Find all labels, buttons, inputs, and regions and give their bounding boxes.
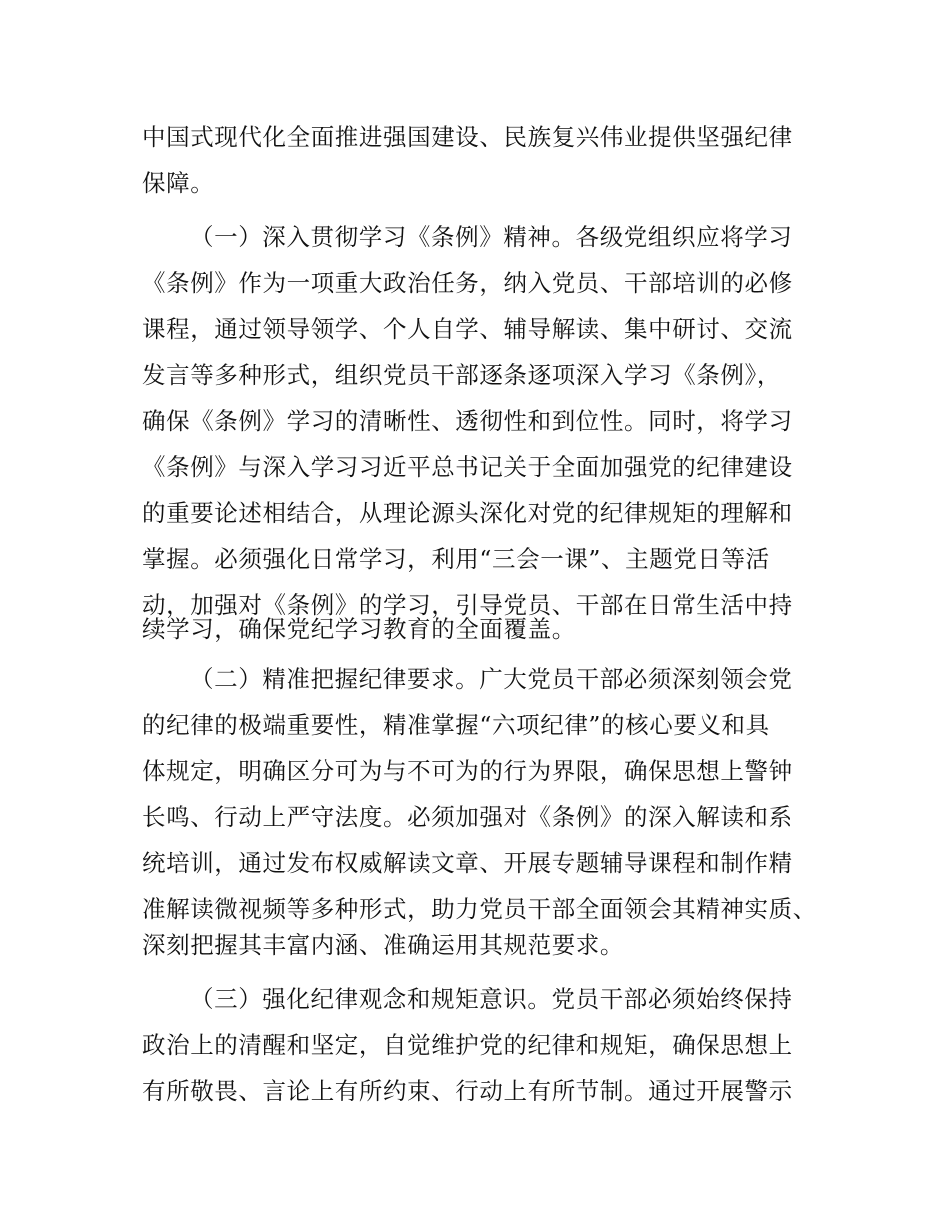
- text-line: 保障。: [142, 169, 215, 197]
- paragraph-heading-line: （一）深入贯彻学习《条例》精神。各级党组织应将学习: [190, 223, 793, 251]
- text-line: 中国式现代化全面推进强国建设、民族复兴伟业提供坚强纪律: [142, 123, 793, 151]
- text-line: 政治上的清醒和坚定，自觉维护党的纪律和规矩，确保思想上: [142, 1031, 793, 1059]
- text-line: 体规定，明确区分可为与不可为的行为界限，确保思想上警钟: [142, 757, 793, 785]
- paragraph-heading-line: （三）强化纪律观念和规矩意识。党员干部必须始终保持: [190, 985, 793, 1013]
- text-line: 统培训，通过发布权威解读文章、开展专题辅导课程和制作精: [142, 849, 793, 877]
- text-line: 深刻把握其丰富内涵、准确运用其规范要求。: [142, 931, 624, 959]
- text-line: 发言等多种形式，组织党员干部逐条逐项深入学习《条例》，: [142, 361, 781, 389]
- text-line: 的纪律的极端重要性，精准掌握“六项纪律”的核心要义和具: [142, 711, 770, 739]
- text-line: 动，加强对《条例》的学习，引导党员、干部在日常生活中持: [142, 591, 793, 619]
- text-line: 的重要论述相结合，从理论源头深化对党的纪律规矩的理解和: [142, 499, 793, 527]
- text-line: 长鸣、行动上严守法度。必须加强对《条例》的深入解读和系: [142, 803, 793, 831]
- text-line: 有所敬畏、言论上有所约束、行动上有所节制。通过开展警示: [142, 1077, 793, 1105]
- text-line: 《条例》作为一项重大政治任务，纳入党员、干部培训的必修: [142, 269, 793, 297]
- text-line: 准解读微视频等多种形式，助力党员干部全面领会其精神实质、: [142, 895, 817, 923]
- text-line: 《条例》与深入学习习近平总书记关于全面加强党的纪律建设: [142, 453, 793, 481]
- text-line: 确保《条例》学习的清晰性、透彻性和到位性。同时，将学习: [142, 407, 793, 435]
- text-line: 掌握。必须强化日常学习，利用“三会一课”、主题党日等活: [142, 545, 770, 573]
- text-line: 课程，通过领导领学、个人自学、辅导解读、集中研讨、交流: [142, 315, 793, 343]
- paragraph-heading-line: （二）精准把握纪律要求。广大党员干部必须深刻领会党: [190, 665, 793, 693]
- text-line: 续学习，确保党纪学习教育的全面覆盖。: [142, 615, 576, 643]
